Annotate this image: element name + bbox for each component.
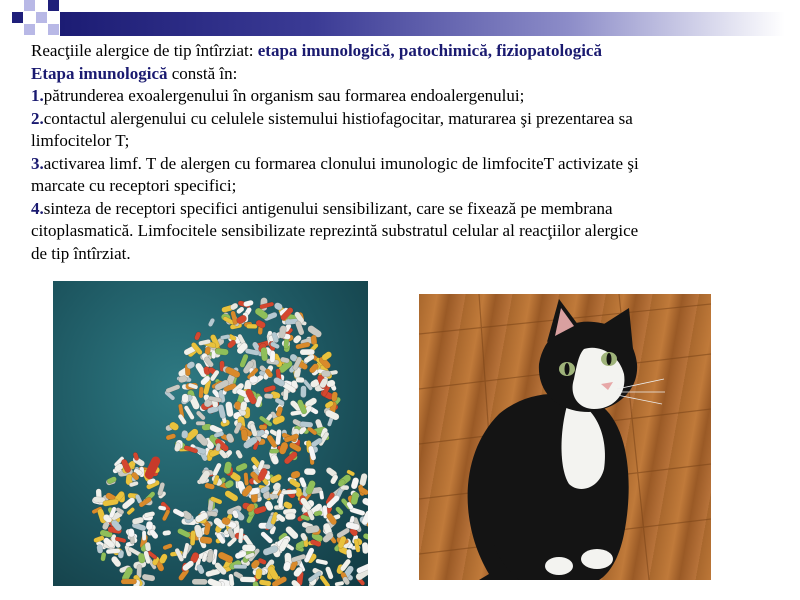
- item-number: 2.: [31, 108, 44, 128]
- pill-shape: [240, 577, 256, 583]
- pill-shape: [310, 437, 323, 448]
- pill-shape: [181, 430, 188, 439]
- pill-shape: [225, 401, 234, 417]
- corner-square-dark-2: [48, 0, 59, 11]
- pill-shape: [177, 413, 187, 425]
- pill-shape: [315, 559, 328, 566]
- pill-shape: [194, 331, 202, 341]
- pill-shape: [259, 424, 267, 429]
- pill-shape: [144, 511, 156, 518]
- pill-shape: [217, 404, 226, 419]
- pill-shape: [195, 410, 206, 421]
- pill-shape: [241, 429, 249, 441]
- subheading-line: [31, 63, 761, 86]
- pill-shape: [243, 472, 248, 485]
- header-gradient-bar: [60, 12, 785, 36]
- item-text: contactul alergenului cu celulele sistemului histiofagocitar, maturarea şi prezentarea sa: [43, 108, 633, 128]
- pill-shape: [243, 300, 254, 308]
- pill-shape: [196, 421, 206, 425]
- pill-shape: [177, 528, 192, 539]
- list-item-3-cont: marcate cu receptori specifici;: [31, 176, 237, 195]
- pill-shape: [192, 579, 208, 585]
- slide-title-line: [31, 40, 761, 63]
- pill-shape: [121, 579, 137, 584]
- pill-shape: [106, 548, 121, 554]
- pill-shape: [246, 324, 257, 329]
- pill-shape: [190, 530, 196, 545]
- list-item-3: [31, 153, 761, 176]
- pills-figure-drawing: [53, 281, 368, 586]
- pill-shape: [270, 350, 275, 362]
- subheading-rest: constă în:: [167, 63, 238, 83]
- item-number: 1.: [31, 86, 44, 105]
- cat-photo-image: [419, 294, 711, 580]
- pill-shape: [269, 449, 279, 454]
- pill-shape: [224, 489, 240, 502]
- pill-shape: [225, 432, 235, 444]
- pill-shape: [325, 566, 334, 580]
- pill-shape: [260, 347, 268, 361]
- pill-shape: [319, 490, 324, 500]
- corner-square-light-3: [36, 12, 47, 23]
- item-text: activarea limf. T de alergen cu formarea clonului imunologic de limfociteT activizate şi: [43, 153, 639, 173]
- pill-shape: [321, 371, 331, 378]
- pill-shape: [235, 462, 249, 473]
- list-item-4-cont: citoplasmatică. Limfocitele sensibilizate reprezintă substratul celular al reacţiilor alergice: [31, 221, 639, 240]
- pill-shape: [283, 561, 292, 572]
- pill-shape: [264, 393, 273, 399]
- pill-shape: [361, 497, 368, 507]
- pill-shape: [162, 530, 171, 536]
- pill-shape: [304, 468, 316, 475]
- pill-shape: [132, 516, 145, 525]
- pill-shape: [172, 508, 185, 518]
- pills-human-figure-image: [53, 281, 368, 586]
- title-prefix: Reacţiile alergice de tip întîrziat:: [31, 41, 258, 60]
- pill-shape: [198, 469, 212, 485]
- pill-shape: [362, 542, 368, 554]
- pill-shape: [212, 462, 223, 477]
- pill-shape: [142, 531, 146, 541]
- pill-shape: [300, 349, 315, 355]
- list-item-1: [31, 85, 761, 108]
- pill-shape: [334, 581, 344, 586]
- pill-shape: [165, 433, 176, 441]
- corner-square-light-2: [24, 24, 35, 35]
- item-number: 3.: [31, 153, 44, 173]
- slide-body: [31, 40, 761, 265]
- pill-shape: [162, 509, 171, 522]
- list-item-4-cont-2: de tip întîrziat.: [31, 243, 131, 263]
- pill-shape: [165, 384, 181, 394]
- list-item-2: [31, 108, 761, 131]
- list-item-4: [31, 198, 761, 221]
- corner-square-dark-1: [12, 12, 23, 23]
- cat-drawing: [419, 294, 711, 580]
- pill-shape: [235, 449, 244, 459]
- pill-shape: [281, 489, 297, 494]
- pill-shape: [362, 533, 368, 541]
- pill-shape: [182, 394, 189, 403]
- pill-shape: [300, 421, 314, 428]
- item-text: pătrunderea exoalergenului în organism sau formarea endoalergenului;: [43, 86, 525, 105]
- pill-shape: [285, 513, 296, 520]
- subheading-bold: Etapa imunologică: [31, 63, 168, 83]
- title-stages: etapa imunologică, patochimică, fiziopatologică: [257, 41, 602, 60]
- corner-square-light-1: [24, 0, 35, 11]
- corner-square-light-4: [48, 24, 59, 35]
- pill-shape: [207, 317, 215, 327]
- pill-shape: [199, 387, 204, 399]
- item-number: 4.: [31, 198, 44, 218]
- pill-shape: [300, 386, 306, 398]
- pill-shape: [233, 564, 247, 568]
- pill-shape: [259, 579, 272, 586]
- item-text: sinteza de receptori specifici antigenului sensibilizant, care se fixează pe membrana: [43, 198, 613, 218]
- list-item-2-cont: limfocitelor T;: [31, 131, 130, 150]
- pill-shape: [346, 549, 352, 559]
- pill-shape: [162, 543, 173, 551]
